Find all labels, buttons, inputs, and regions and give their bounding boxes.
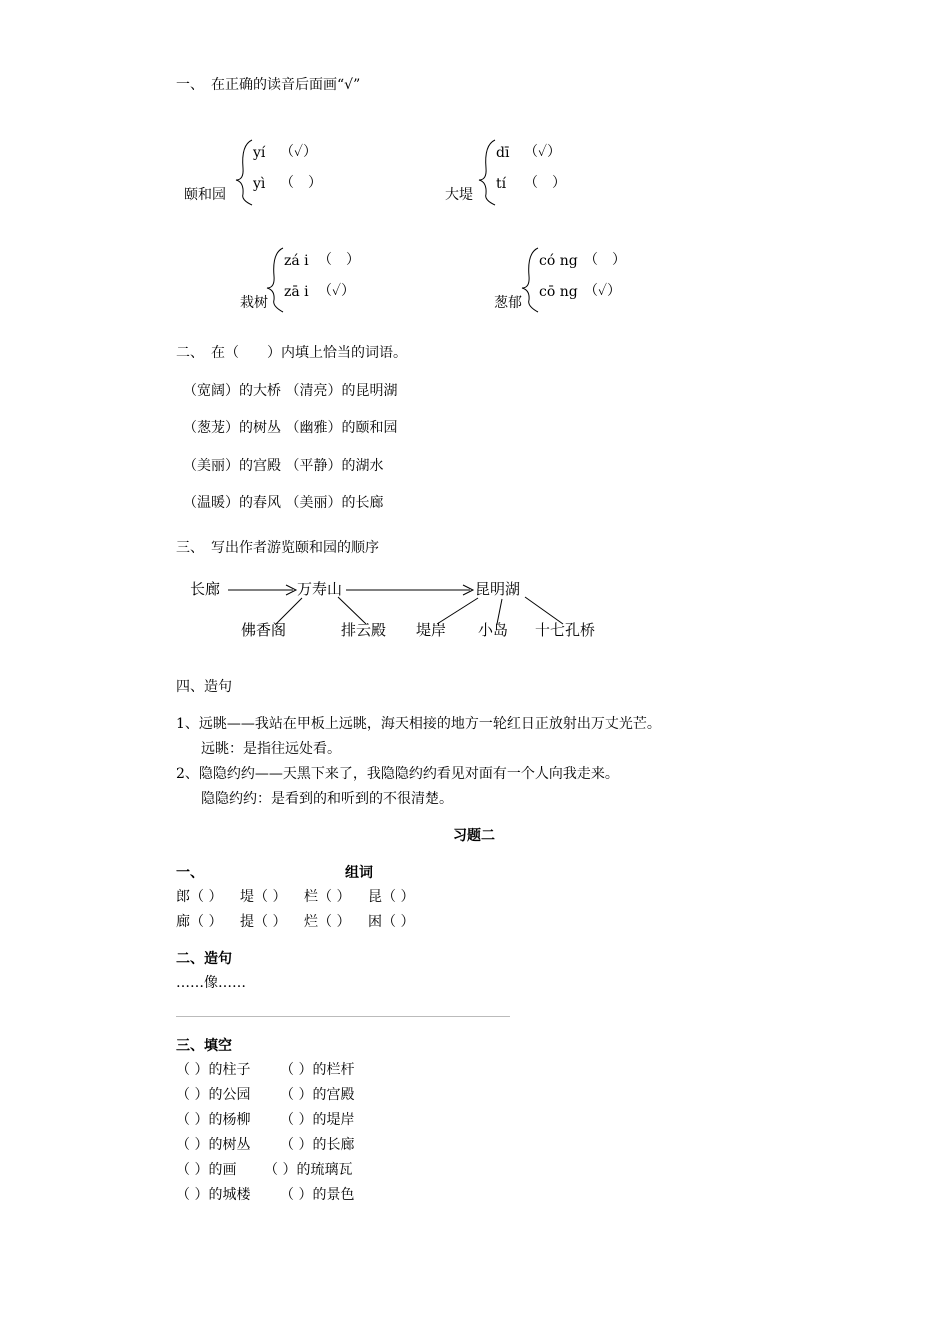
section4-heading: 四、造句 <box>176 679 232 695</box>
section1-heading: 一、 在正确的读音后面画“√” <box>176 77 361 93</box>
pinyin-option: cō ng <box>539 284 578 300</box>
fill-blank: （ ）的栏杆 <box>280 1062 355 1078</box>
answer-mark: （ ） <box>318 252 360 268</box>
word-blank: 烂（ ） <box>304 914 351 930</box>
fill-blank: （ ）的宫殿 <box>280 1087 355 1103</box>
part2-prompt: ……像…… <box>176 975 246 991</box>
word-label: 栽树 <box>240 295 268 311</box>
answer-mark: （✓） <box>280 144 318 160</box>
word-blank: 郎（ ） <box>176 889 223 905</box>
answer-mark: （ ） <box>280 175 322 191</box>
answer-mark: （✓） <box>524 144 562 160</box>
word-label: 颐和园 <box>184 187 226 203</box>
fill-blank: （ ）的景色 <box>280 1187 355 1203</box>
diagram-node: 佛香阁 <box>241 621 287 639</box>
sentence-line: 隐隐约约：是看到的和听到的不很清楚。 <box>201 791 453 807</box>
sentence-line: 2、隐隐约约——天黑下来了，我隐隐约约看见对面有一个人向我走来。 <box>176 766 619 782</box>
fill-line: （宽阔）的大桥 （清亮）的昆明湖 <box>183 383 398 399</box>
part1-title: 组词 <box>345 865 373 881</box>
answer-line <box>176 1016 510 1017</box>
diagram-node: 万寿山 <box>297 580 343 598</box>
diagram-node: 排云殿 <box>341 621 387 639</box>
sentence-line: 远眺：是指往远处看。 <box>201 741 341 757</box>
fill-blank: （ ）的堤岸 <box>280 1112 355 1128</box>
fill-blank: （ ）的琉璃瓦 <box>264 1162 353 1178</box>
answer-mark: （ ） <box>584 252 626 268</box>
pinyin-option: yì <box>253 176 266 192</box>
sentence-line: 1、远眺——我站在甲板上远眺，海天相接的地方一轮红日正放射出万丈光芒。 <box>176 716 661 732</box>
diagram-node: 长廊 <box>190 580 221 598</box>
pinyin-option: yí <box>253 145 266 161</box>
fill-blank: （ ）的杨柳 <box>176 1112 251 1128</box>
fill-blank: （ ）的柱子 <box>176 1062 251 1078</box>
fill-line: （美丽）的宫殿 （平静）的湖水 <box>183 458 384 474</box>
word-blank: 堤（ ） <box>240 889 287 905</box>
word-blank: 栏（ ） <box>304 889 351 905</box>
word-blank: 困（ ） <box>368 914 415 930</box>
fill-blank: （ ）的城楼 <box>176 1187 251 1203</box>
pinyin-option: có ng <box>539 253 578 269</box>
section3-heading: 三、 写出作者游览颐和园的顺序 <box>176 540 379 556</box>
word-blank: 昆（ ） <box>368 889 415 905</box>
diagram-node: 十七孔桥 <box>535 621 596 639</box>
exercise2-title: 习题二 <box>453 828 495 844</box>
diagram-node: 堤岸 <box>416 621 447 639</box>
fill-blank: （ ）的长廊 <box>280 1137 355 1153</box>
section2-heading: 二、 在（ ）内填上恰当的词语。 <box>176 345 407 361</box>
part2-heading: 二、造句 <box>176 951 232 967</box>
part3-heading: 三、填空 <box>176 1038 232 1054</box>
answer-mark: （✓） <box>318 283 356 299</box>
fill-line: （温暖）的春风 （美丽）的长廊 <box>183 495 384 511</box>
pinyin-option: tí <box>496 176 507 192</box>
pinyin-option: dī <box>496 145 510 161</box>
fill-blank: （ ）的树丛 <box>176 1137 251 1153</box>
fill-line: （葱茏）的树丛 （幽雅）的颐和园 <box>183 420 398 436</box>
fill-blank: （ ）的公园 <box>176 1087 251 1103</box>
answer-mark: （ ） <box>524 175 566 191</box>
diagram-node: 小岛 <box>478 621 509 639</box>
pinyin-option: zá i <box>284 253 309 269</box>
diagram-node: 昆明湖 <box>475 580 521 598</box>
word-label: 大堤 <box>445 187 473 203</box>
fill-blank: （ ）的画 <box>176 1162 237 1178</box>
part1-label: 一、 <box>176 865 204 881</box>
word-blank: 廊（ ） <box>176 914 223 930</box>
answer-mark: （✓） <box>584 283 622 299</box>
word-label: 葱郁 <box>494 295 522 311</box>
word-blank: 提（ ） <box>240 914 287 930</box>
pinyin-option: zā i <box>284 284 309 300</box>
